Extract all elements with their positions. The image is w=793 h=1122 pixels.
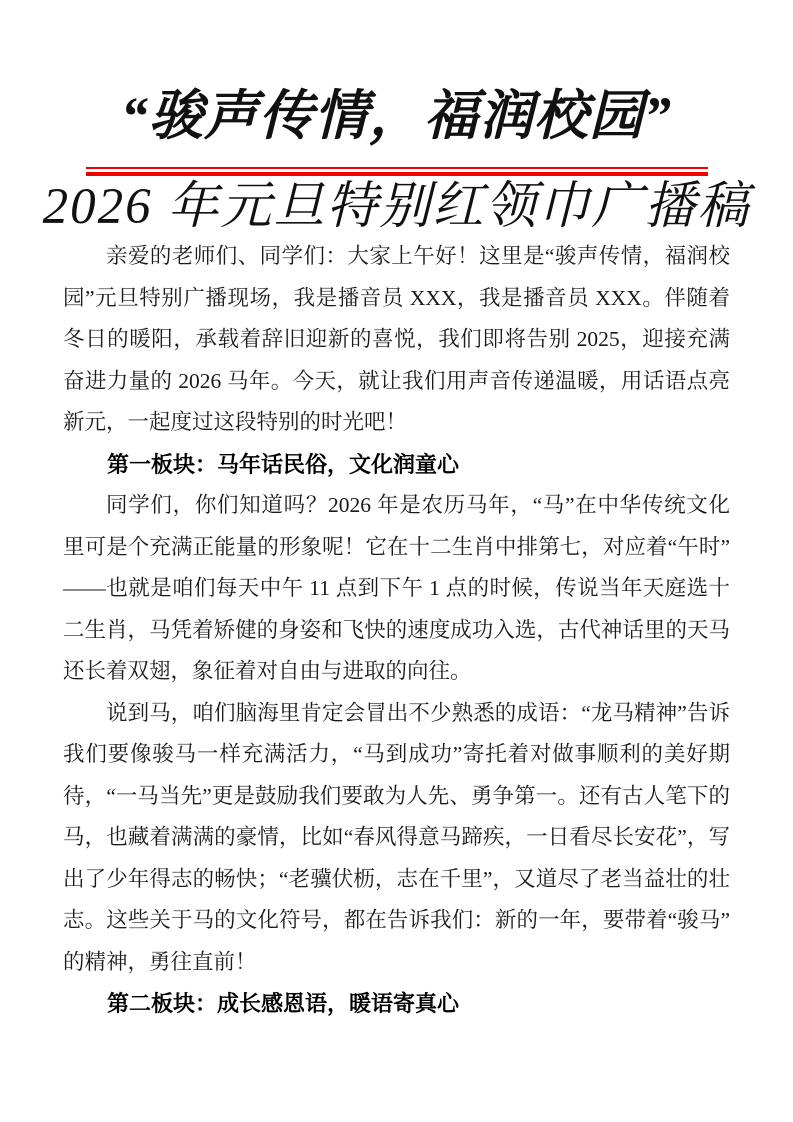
section2-heading: 第二板块：成长感恩语，暖语寄真心 [107, 991, 460, 1017]
section1-paragraph-idioms: 说到马，咱们脑海里肯定会冒出不少熟悉的成语：“龙马精神”告诉我们要像骏马一样充满活力，“马到成功”寄托着对做事顺利的美好期待，“一马当先”更是鼓励我们要敢为人先、勇争第一。还有古人笔下的马，也藏着满满的豪情，比如“春风得意马蹄疾，一日看尽长安花”，写出了少年得志的畅快；“老骥伏枥，志在千里”，又道尽了老当益壮的壮志。这些关于马的文化符号，都在告诉我们：新的一年，要带着“骏马”的精神，勇往直前！ [63, 700, 730, 974]
document-body [63, 236, 730, 1025]
document-title: “骏声传情，福润校园” [121, 86, 672, 146]
section1-paragraph-zodiac: 同学们，你们知道吗？2026 年是农历马年，“马”在中华传统文化里可是个充满正能量的形象呢！它在十二生肖中排第七，对应着“午时”——也就是咱们每天中午 11 点到下午 1 点的时候，传说当年天庭选十二生肖，马凭着矫健的身姿和飞快的速度成功入选，古代神话里的天马还长着双翅，象征着对自由与进取的向往。 [63, 493, 730, 684]
section1-heading: 第一板块：马年话民俗，文化润童心 [107, 451, 460, 477]
red-double-rule-divider [86, 167, 708, 176]
document-subtitle: 2026 年元旦特别红领巾广播稿 [42, 178, 751, 235]
opening-paragraph: 亲爱的老师们、同学们：大家上午好！这里是“骏声传情，福润校园”元旦特别广播现场，我是播音员 XXX，我是播音员 XXX。伴随着冬日的暖阳，承载着辞旧迎新的喜悦，我们即将告别 2025，迎接充满奋进力量的 2026 马年。今天，就让我们用声音传递温暖，用话语点亮新元，一起度过这段特别的时光吧！ [63, 244, 730, 435]
